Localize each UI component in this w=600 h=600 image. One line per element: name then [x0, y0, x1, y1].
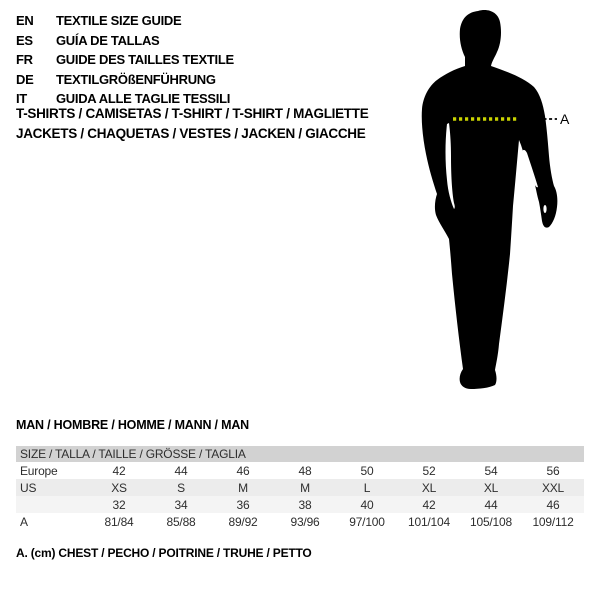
- language-code: EN: [16, 13, 34, 28]
- table-cell: 50: [360, 463, 374, 478]
- table-cell: 52: [422, 463, 436, 478]
- row-label: US: [20, 480, 37, 495]
- man-silhouette-figure: [408, 2, 583, 400]
- table-cell: 85/88: [166, 514, 196, 529]
- table-cell: XS: [111, 480, 127, 495]
- table-cell: 81/84: [104, 514, 134, 529]
- table-cell: 32: [112, 497, 126, 512]
- size-table-header-row: [16, 446, 584, 462]
- garment-types: [16, 104, 368, 144]
- table-row-europe: [16, 462, 584, 479]
- table-cell: 46: [236, 463, 250, 478]
- table-cell: L: [363, 480, 371, 495]
- table-cell: 56: [546, 463, 560, 478]
- table-cell: 48: [298, 463, 312, 478]
- section-title-man: MAN / HOMBRE / HOMME / MANN / MAN: [16, 418, 249, 432]
- table-cell: 105/108: [470, 514, 512, 529]
- table-cell: XL: [421, 480, 437, 495]
- garment-line-jackets: JACKETS / CHAQUETAS / VESTES / JACKEN / GIACCHE: [16, 126, 366, 141]
- garment-line-tshirts: T-SHIRTS / CAMISETAS / T-SHIRT / T-SHIRT / MAGLIETTE: [16, 106, 369, 121]
- language-row-en: [16, 11, 234, 31]
- table-cell: 93/96: [290, 514, 320, 529]
- table-cell: 36: [236, 497, 250, 512]
- man-silhouette-svg: [408, 2, 583, 400]
- language-row-es: [16, 31, 234, 51]
- language-code: FR: [16, 52, 33, 68]
- table-cell: 44: [174, 463, 188, 478]
- table-row-chest-a: [16, 513, 584, 530]
- hand-gap-detail: [543, 205, 546, 213]
- language-title: TEXTILGRÖßENFÜHRUNG: [56, 71, 216, 87]
- row-label: Europe: [20, 463, 58, 478]
- language-title: GUIDA ALLE TAGLIE TESSILI: [56, 91, 231, 107]
- table-cell: 42: [112, 463, 126, 478]
- table-cell: XXL: [541, 480, 565, 495]
- table-cell: 34: [174, 497, 188, 512]
- table-row-numeric: [16, 496, 584, 513]
- language-row-fr: [16, 50, 234, 70]
- language-title: GUÍA DE TALLAS: [56, 32, 160, 48]
- language-list: [16, 11, 234, 109]
- table-cell: 101/104: [408, 514, 450, 529]
- size-table: [16, 446, 584, 530]
- language-title: TEXTILE SIZE GUIDE: [56, 13, 182, 28]
- language-title: GUIDE DES TAILLES TEXTILE: [56, 52, 234, 68]
- table-cell: 40: [360, 497, 374, 512]
- table-cell: 46: [546, 497, 560, 512]
- measurement-footnote: A. (cm) CHEST / PECHO / POITRINE / TRUHE / PETTO: [16, 546, 312, 560]
- table-cell: M: [238, 480, 248, 495]
- language-row-de: [16, 70, 234, 90]
- table-cell: XL: [483, 480, 499, 495]
- table-cell: 54: [484, 463, 498, 478]
- language-code: IT: [16, 91, 27, 107]
- table-cell: 89/92: [228, 514, 258, 529]
- table-row-us: [16, 479, 584, 496]
- table-cell: S: [177, 480, 185, 495]
- table-cell: M: [300, 480, 310, 495]
- row-label: A: [20, 514, 28, 529]
- table-cell: 42: [422, 497, 436, 512]
- table-cell: 109/112: [532, 514, 574, 529]
- language-code: DE: [16, 71, 34, 87]
- man-silhouette-shape: [422, 10, 558, 389]
- language-code: ES: [16, 32, 33, 48]
- table-cell: 44: [484, 497, 498, 512]
- measure-label-a: A: [560, 111, 570, 127]
- table-cell: 38: [298, 497, 312, 512]
- table-cell: 97/100: [349, 514, 385, 529]
- size-table-header: SIZE / TALLA / TAILLE / GRÖSSE / TAGLIA: [16, 446, 584, 462]
- row-label: [16, 496, 88, 513]
